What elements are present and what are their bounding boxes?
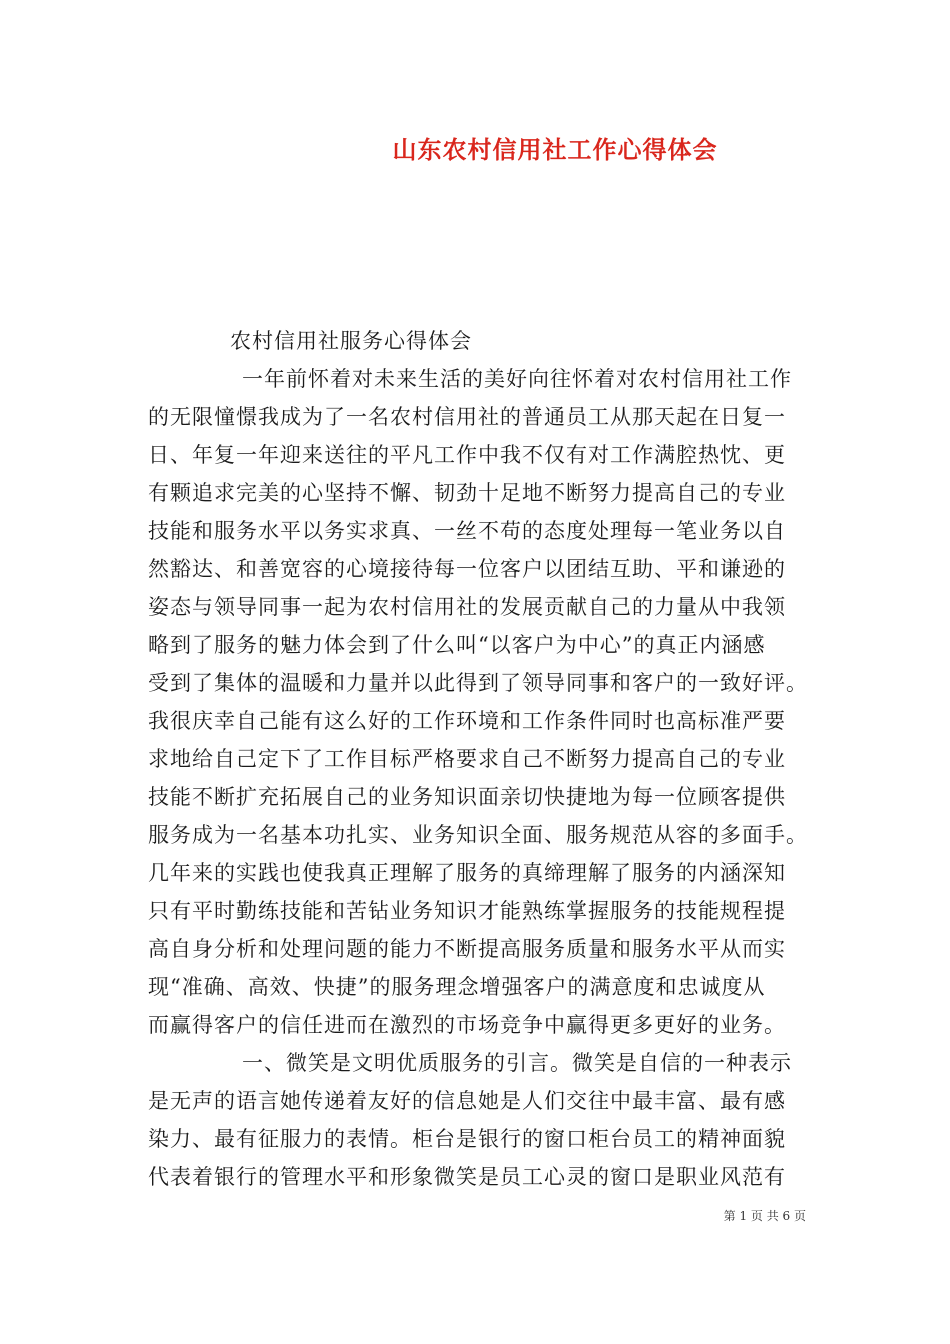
text-line: 一、微笑是文明优质服务的引言。微笑是自信的一种表示 — [242, 1051, 792, 1075]
text-line: 的无限憧憬我成为了一名农村信用社的普通员工从那天起在日复一 — [148, 405, 786, 429]
text-line: 日、年复一年迎来送往的平凡工作中我不仅有对工作满腔热忱、更 — [148, 443, 786, 467]
text-line: 略到了服务的魅力体会到了什么叫“以客户为中心”的真正内涵感 — [148, 633, 766, 657]
text-line: 高自身分析和处理问题的能力不断提高服务质量和服务水平从而实 — [148, 937, 786, 961]
text-line: 姿态与领导同事一起为农村信用社的发展贡献自己的力量从中我领 — [148, 595, 786, 619]
text-line: 然豁达、和善宽容的心境接待每一位客户以团结互助、平和谦逊的 — [148, 557, 786, 581]
document-body — [148, 322, 808, 1196]
text-line: 代表着银行的管理水平和形象微笑是员工心灵的窗口是职业风范有 — [148, 1165, 786, 1189]
text-line: 是无声的语言她传递着友好的信息她是人们交往中最丰富、最有感 — [148, 1089, 786, 1113]
section-subtitle: 农村信用社服务心得体会 — [230, 329, 472, 353]
page-number-footer: 第 1 页 共 6 页 — [723, 1209, 806, 1223]
text-line: 受到了集体的温暖和力量并以此得到了领导同事和客户的一致好评。 — [148, 671, 808, 695]
text-line: 染力、最有征服力的表情。柜台是银行的窗口柜台员工的精神面貌 — [148, 1127, 786, 1151]
document-title: 山东农村信用社工作心得体会 — [392, 136, 718, 164]
paragraph — [148, 1044, 808, 1196]
text-line: 现“准确、高效、快捷”的服务理念增强客户的满意度和忠诚度从 — [148, 975, 766, 999]
text-line: 我很庆幸自己能有这么好的工作环境和工作条件同时也高标准严要 — [148, 709, 786, 733]
text-line: 技能和服务水平以务实求真、一丝不苟的态度处理每一笔业务以自 — [148, 519, 786, 543]
paragraph — [148, 360, 808, 1044]
text-line: 技能不断扩充拓展自己的业务知识面亲切快捷地为每一位顾客提供 — [148, 785, 786, 809]
text-line: 有颗追求完美的心坚持不懈、韧劲十足地不断努力提高自己的专业 — [148, 481, 786, 505]
text-line: 几年来的实践也使我真正理解了服务的真缔理解了服务的内涵深知 — [148, 861, 786, 885]
text-line: 只有平时勤练技能和苦钻业务知识才能熟练掌握服务的技能规程提 — [148, 899, 786, 923]
text-line: 服务成为一名基本功扎实、业务知识全面、服务规范从容的多面手。 — [148, 823, 808, 847]
text-line: 而赢得客户的信任进而在激烈的市场竞争中赢得更多更好的业务。 — [148, 1013, 786, 1037]
text-line: 一年前怀着对未来生活的美好向往怀着对农村信用社工作 — [242, 367, 792, 391]
text-line: 求地给自己定下了工作目标严格要求自己不断努力提高自己的专业 — [148, 747, 786, 771]
